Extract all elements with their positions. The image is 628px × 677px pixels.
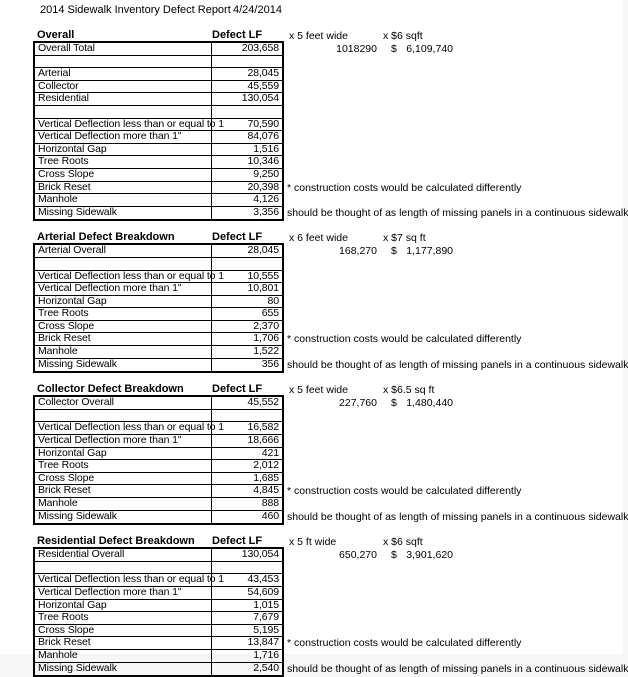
table-row: [35, 56, 282, 69]
row-value-cell: [212, 562, 282, 574]
defect-table: [33, 548, 628, 677]
table-row: [35, 357, 628, 372]
section-title: Residential Defect Breakdown: [37, 535, 195, 548]
table-row: [35, 308, 282, 321]
row-value-cell: [212, 410, 282, 422]
section-residential-defect-breakdown: [33, 534, 628, 677]
table-row: [35, 650, 282, 663]
currency-symbol: $: [391, 43, 397, 55]
row-value-cell: [212, 106, 282, 118]
table-row: [35, 42, 453, 56]
row-label-cell: Collector: [35, 81, 212, 93]
row-value-cell: 16,582: [247, 421, 279, 434]
table-row: [35, 435, 282, 448]
row-label-cell: Manhole: [35, 650, 212, 662]
row-label-cell: Manhole: [35, 498, 212, 510]
row-label-cell: [35, 106, 212, 118]
missing-note: should be thought of as length of missing panels in a continuous sidewalk: [287, 510, 628, 523]
currency-symbol: $: [391, 549, 397, 562]
table-row: [35, 283, 282, 296]
missing-note: should be thought of as length of missing panels in a continuous sidewalk: [287, 358, 628, 371]
cost-factor-label: x $6 sqft: [383, 536, 423, 549]
table-row: [35, 460, 282, 473]
row-value-cell: 3,356: [253, 205, 279, 218]
row-value-cell: 10,801: [247, 282, 279, 295]
row-value-cell: 1,716: [253, 648, 279, 661]
report-date: 4/24/2014: [233, 4, 282, 16]
row-value-cell: 70,590: [247, 117, 279, 130]
row-value-cell: 460: [261, 509, 279, 522]
report-header: [33, 4, 623, 18]
area-total: 650,270: [339, 549, 377, 562]
row-label-cell: Horizontal Gap: [35, 144, 212, 156]
row-label-cell: Residential: [35, 93, 212, 105]
construction-note: * construction costs would be calculated differently: [287, 637, 522, 650]
row-value-cell: 7,679: [253, 611, 279, 624]
table-row: [35, 194, 282, 207]
row-label-cell: Horizontal Gap: [35, 296, 212, 308]
row-label-cell: Tree Roots: [35, 460, 212, 472]
row-label-cell: Tree Roots: [35, 156, 212, 168]
row-value-cell: 80: [267, 294, 279, 307]
row-label-cell: Cross Slope: [35, 625, 212, 637]
cost-factor-label: x $6.5 sq ft: [383, 384, 435, 397]
row-value-cell: 1,522: [253, 345, 279, 358]
calculated-totals: [287, 43, 453, 55]
section-title: Overall: [37, 29, 75, 41]
row-label-cell: Residential Overall: [35, 549, 212, 561]
section-title: Arterial Defect Breakdown: [37, 231, 175, 244]
table-row: [35, 205, 628, 220]
row-label-cell: Vertical Deflection less than or equal to 1: [35, 422, 212, 434]
row-value-cell: 655: [261, 307, 279, 320]
row-label-cell: Horizontal Gap: [35, 448, 212, 460]
row-label-cell: Tree Roots: [35, 308, 212, 320]
row-value-cell: [212, 258, 282, 270]
table-row: [35, 346, 282, 359]
row-label-cell: Vertical Deflection less than or equal to 1: [35, 271, 212, 283]
row-value-cell: 888: [261, 497, 279, 509]
row-label-cell: Collector Overall: [35, 397, 212, 409]
row-label-cell: Missing Sidewalk: [35, 663, 212, 676]
construction-note: * construction costs would be calculated differently: [287, 333, 522, 346]
row-value-cell: 2,540: [253, 661, 279, 674]
row-value-cell: 1,516: [253, 142, 279, 155]
table-row: [35, 68, 282, 81]
row-label-cell: [35, 562, 212, 574]
table-row: [35, 169, 282, 182]
report-title: 2014 Sidewalk Inventory Defect Report: [40, 4, 231, 16]
cost-total: 1,177,890: [406, 245, 453, 258]
row-value-cell: 54,609: [247, 585, 279, 598]
table-row: [35, 509, 628, 524]
row-label-cell: Brick Reset: [35, 485, 212, 497]
row-value-cell: 130,054: [241, 92, 279, 105]
width-factor-label: x 5 feet wide: [289, 384, 348, 397]
defect-lf-column-header: Defect LF: [212, 535, 263, 548]
row-value-cell: 2,012: [253, 459, 279, 472]
row-value-cell: 10,555: [247, 269, 279, 282]
row-label-cell: Vertical Deflection less than or equal to 1: [35, 119, 212, 131]
row-label-cell: Horizontal Gap: [35, 600, 212, 612]
table-row: [35, 131, 282, 144]
missing-note: should be thought of as length of missing panels in a continuous sidewalk: [287, 206, 628, 219]
defect-table: [33, 396, 628, 525]
row-label-cell: Overall Total: [35, 43, 212, 55]
row-label-cell: Arterial Overall: [35, 245, 212, 257]
area-total: 168,270: [339, 245, 377, 258]
row-label-cell: Tree Roots: [35, 612, 212, 624]
construction-note: * construction costs would be calculated differently: [287, 485, 522, 498]
table-row: [35, 661, 628, 676]
row-label-cell: Arterial: [35, 68, 212, 80]
section-header: [33, 534, 423, 549]
width-factor-label: x 5 feet wide: [289, 30, 348, 42]
row-label-cell: Brick Reset: [35, 637, 212, 649]
row-value-cell: 28,045: [247, 67, 279, 80]
defect-lf-column-header: Defect LF: [212, 383, 263, 396]
row-value-cell: 130,054: [241, 548, 279, 561]
table-row: [35, 548, 453, 562]
missing-note: should be thought of as length of missing panels in a continuous sidewalk: [287, 662, 628, 675]
row-label-cell: Manhole: [35, 346, 212, 358]
row-value-cell: 203,658: [241, 42, 279, 54]
row-value-cell: 10,346: [247, 155, 279, 168]
section-overall: [33, 28, 628, 221]
cost-total: 6,109,740: [406, 43, 453, 55]
currency-symbol: $: [391, 397, 397, 410]
row-value-cell: 84,076: [247, 130, 279, 143]
cost-factor-label: x $6 sqft: [383, 30, 423, 42]
section-header: [33, 230, 426, 245]
cost-total: 1,480,440: [406, 397, 453, 410]
defect-lf-column-header: Defect LF: [212, 231, 263, 244]
row-label-cell: [35, 258, 212, 270]
defect-lf-column-header: Defect LF: [212, 29, 263, 41]
construction-note: * construction costs would be calculated differently: [287, 181, 522, 194]
sections-container: [33, 28, 628, 677]
row-label-cell: Missing Sidewalk: [35, 511, 212, 524]
table-row: [35, 244, 453, 258]
row-value-cell: 2,370: [253, 319, 279, 332]
section-title: Collector Defect Breakdown: [37, 383, 184, 396]
table-row: [35, 396, 453, 410]
row-value-cell: 13,847: [247, 636, 279, 649]
row-value-cell: [212, 56, 282, 68]
row-label-cell: Cross Slope: [35, 473, 212, 485]
row-value-cell: 4,126: [253, 193, 279, 206]
row-value-cell: 1,706: [253, 332, 279, 345]
area-total: 227,760: [339, 397, 377, 410]
row-label-cell: Brick Reset: [35, 333, 212, 345]
defect-table: [33, 42, 628, 221]
row-value-cell: 356: [261, 357, 279, 370]
row-value-cell: 1,015: [253, 598, 279, 611]
row-label-cell: Missing Sidewalk: [35, 207, 212, 220]
width-factor-label: x 6 feet wide: [289, 232, 348, 245]
row-label-cell: Vertical Deflection more than 1": [35, 587, 212, 599]
row-label-cell: Cross Slope: [35, 321, 212, 333]
row-value-cell: 45,559: [247, 79, 279, 92]
width-factor-label: x 5 ft wide: [289, 536, 337, 549]
table-row: [35, 498, 282, 511]
table-row: [35, 93, 282, 106]
row-label-cell: [35, 56, 212, 68]
calculated-totals: [287, 549, 453, 561]
calculated-totals: [287, 397, 453, 409]
section-header: [33, 28, 423, 43]
row-value-cell: 4,845: [253, 484, 279, 497]
row-value-cell: 9,250: [253, 167, 279, 180]
row-value-cell: 5,195: [253, 623, 279, 636]
row-value-cell: 421: [261, 446, 279, 459]
table-row: [35, 106, 282, 119]
row-label-cell: Missing Sidewalk: [35, 359, 212, 372]
row-value-cell: 18,666: [247, 434, 279, 447]
row-label-cell: Vertical Deflection more than 1": [35, 435, 212, 447]
table-row: [35, 587, 282, 600]
row-label-cell: Vertical Deflection more than 1": [35, 131, 212, 143]
row-value-cell: 1,685: [253, 471, 279, 484]
area-total: 1018290: [336, 43, 377, 55]
defect-table: [33, 244, 628, 373]
row-label-cell: Brick Reset: [35, 182, 212, 194]
section-arterial-defect-breakdown: [33, 230, 628, 373]
calculated-totals: [287, 245, 453, 257]
section-header: [33, 382, 435, 397]
cost-total: 3,901,620: [406, 549, 453, 562]
row-label-cell: Cross Slope: [35, 169, 212, 181]
row-value-cell: 28,045: [247, 244, 279, 257]
row-value-cell: 20,398: [247, 180, 279, 193]
row-label-cell: Vertical Deflection more than 1": [35, 283, 212, 295]
row-label-cell: Vertical Deflection less than or equal to 1: [35, 574, 212, 586]
table-row: [35, 258, 282, 271]
section-collector-defect-breakdown: [33, 382, 628, 525]
table-row: [35, 612, 282, 625]
currency-symbol: $: [391, 245, 397, 258]
row-value-cell: 45,552: [247, 396, 279, 409]
cost-factor-label: x $7 sq ft: [383, 232, 426, 245]
row-value-cell: 43,453: [247, 573, 279, 586]
row-label-cell: Manhole: [35, 194, 212, 206]
row-label-cell: [35, 410, 212, 422]
